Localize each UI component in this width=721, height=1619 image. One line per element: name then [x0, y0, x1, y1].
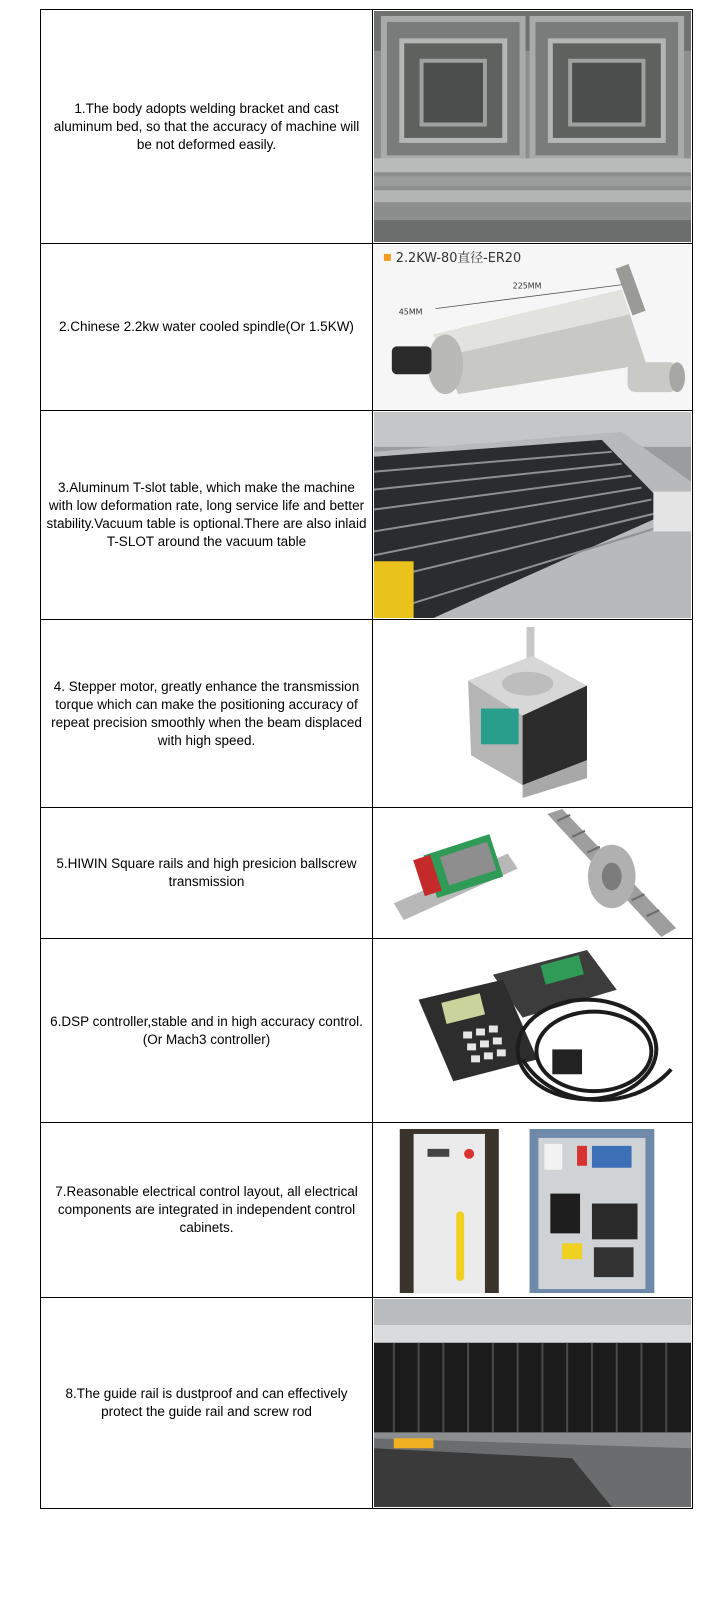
spindle-nose-dim: 45MM — [398, 307, 423, 317]
table-row — [41, 411, 693, 620]
feature-description: 1.The body adopts welding bracket and cast aluminum bed, so that the accuracy of machine will be not deformed easily. — [41, 10, 373, 244]
feature-description: 2.Chinese 2.2kw water cooled spindle(Or 1.5KW) — [41, 244, 373, 411]
table-row — [41, 939, 693, 1123]
welded-bed-photo — [373, 10, 693, 244]
spindle-length-dim: 225MM — [512, 281, 542, 291]
rail-ballscrew-photo — [373, 808, 693, 939]
feature-description: 8.The guide rail is dustproof and can effectively protect the guide rail and screw rod — [41, 1298, 373, 1509]
feature-description: 6.DSP controller,stable and in high accuracy control.(Or Mach3 controller) — [41, 939, 373, 1123]
control-cabinet-photo — [373, 1123, 693, 1298]
feature-description: 7.Reasonable electrical control layout, all electrical components are integrated in independent control cabinets. — [41, 1123, 373, 1298]
table-row — [41, 620, 693, 808]
feature-description: 3.Aluminum T-slot table, which make the machine with low deformation rate, long service life and better stability.Vacuum table is optional.There are also inlaid T-SLOT around the vacuum table — [41, 411, 373, 620]
table-row — [41, 1123, 693, 1298]
table-row — [41, 244, 693, 411]
table-row — [41, 1298, 693, 1509]
t-slot-table-photo — [373, 411, 693, 620]
feature-table — [40, 9, 693, 1509]
spindle-image-label: 2.2KW-80直径-ER20 — [395, 250, 522, 266]
spindle-photo — [373, 244, 693, 411]
feature-description: 5.HIWIN Square rails and high presicion ballscrew transmission — [41, 808, 373, 939]
table-row — [41, 808, 693, 939]
dsp-controller-photo — [373, 939, 693, 1123]
table-row — [41, 10, 693, 244]
stepper-motor-photo — [373, 620, 693, 808]
dustproof-cover-photo — [373, 1298, 693, 1509]
feature-description: 4. Stepper motor, greatly enhance the transmission torque which can make the positioning accuracy of repeat precision smoothly when the beam displaced with high speed. — [41, 620, 373, 808]
